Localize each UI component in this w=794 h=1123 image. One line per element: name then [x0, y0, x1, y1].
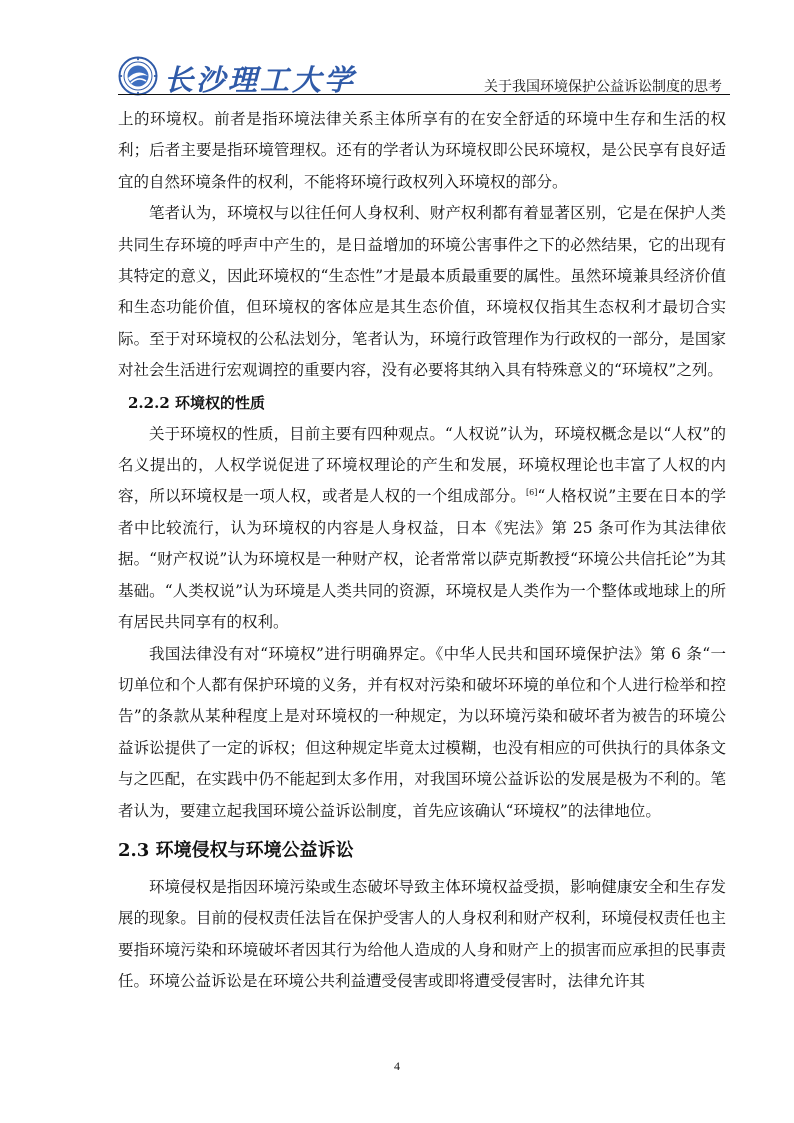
page-body: [118, 104, 726, 998]
page-number: 4: [394, 1059, 400, 1073]
university-emblem-icon: [118, 56, 158, 96]
paragraph-text: 关于环境权的性质，目前主要有四种观点。“人权说”认为，环境权概念是以“人权”的名义提出的，人权学说促进了环境权理论的产生和发展，环境权理论也丰富了人权的内容，所以环境权是一项人权，或者是人权的一个组成部分。: [118, 424, 726, 506]
paragraph-author-view: 笔者认为，环境权与以往任何人身权利、财产权利都有着显著区别，它是在保护人类共同生存环境的呼声中产生的，是日益增加的环境公害事件之下的必然结果，它的出现有其特定的意义，因此环境权的“生态性”才是最本质最重要的属性。虽然环境兼具经济价值和生态功能价值，但环境权的客体应是其生态价值，环境权仅指其生态权利才最切合实际。至于对环境权的公私法划分，笔者认为，环境行政管理作为行政权的一部分，是国家对社会生活进行宏观调控的重要内容，没有必要将其纳入具有特殊意义的“环境权”之列。: [118, 204, 726, 380]
paragraph-environmental-tort: 环境侵权是指因环境污染或生态破坏导致主体环境权益受损，影响健康安全和生存发展的现象。目前的侵权责任法旨在保护受害人的人身权利和财产权利，环境侵权责任也主要指环境污染和环境破坏者因其行为给他人造成的人身和财产上的损害而应承担的民事责任。环境公益诉讼是在环境公共利益遭受侵害或即将遭受侵害时，法律允许其: [118, 877, 726, 991]
section-number: 2.3: [118, 839, 150, 861]
paragraph-nature-views: [118, 419, 726, 639]
running-title: 关于我国环境保护公益诉讼制度的思考: [484, 79, 722, 95]
paragraph-text: “人格权说”主要在日本的学者中比较流行，认为环境权的内容是人身权益，日本《宪法》第 25 条可作为其法律依据。“财产权说”认为环境权是一种财产权，论者常常以萨克斯教授“环境公共信托论”为其基础。“人类权说”认为环境是人类共同的资源，环境权是人类作为一个整体或地球上的所有居民共同享有的权利。: [118, 487, 726, 632]
section-heading-2-3: [118, 835, 726, 866]
section-number: 2.2.2: [128, 393, 170, 412]
header-divider: [118, 94, 730, 95]
section-title: 环境侵权与环境公益诉讼: [155, 839, 354, 861]
section-heading-2-2-2: [128, 388, 726, 419]
section-title: 环境权的性质: [175, 393, 266, 412]
page-header: [118, 48, 730, 96]
paragraph-continued: 上的环境权。前者是指环境法律关系主体所享有的在安全舒适的环境中生存和生活的权利；后者主要是指环境管理权。还有的学者认为环境权即公民环境权，是公民享有良好适宜的自然环境条件的权利，不能将环境行政权列入环境权的部分。: [118, 110, 726, 191]
university-logo-text: 长沙理工大学: [164, 63, 357, 97]
paragraph-chinese-law: 我国法律没有对“环境权”进行明确界定。《中华人民共和国环境保护法》第 6 条“一切单位和个人都有保护环境的义务，并有权对污染和破坏环境的单位和个人进行检举和控告”的条款从某种程度上是对环境权的一种规定，为以环境污染和破坏者为被告的环境公益诉讼提供了一定的诉权；但这种规定毕竟太过模糊，也没有相应的可供执行的具体条文与之匹配，在实践中仍不能起到太多作用，对我国环境公益诉讼的发展是极为不利的。笔者认为，要建立起我国环境公益诉讼制度，首先应该确认“环境权”的法律地位。: [118, 644, 726, 820]
citation-marker: [6]: [525, 488, 538, 498]
